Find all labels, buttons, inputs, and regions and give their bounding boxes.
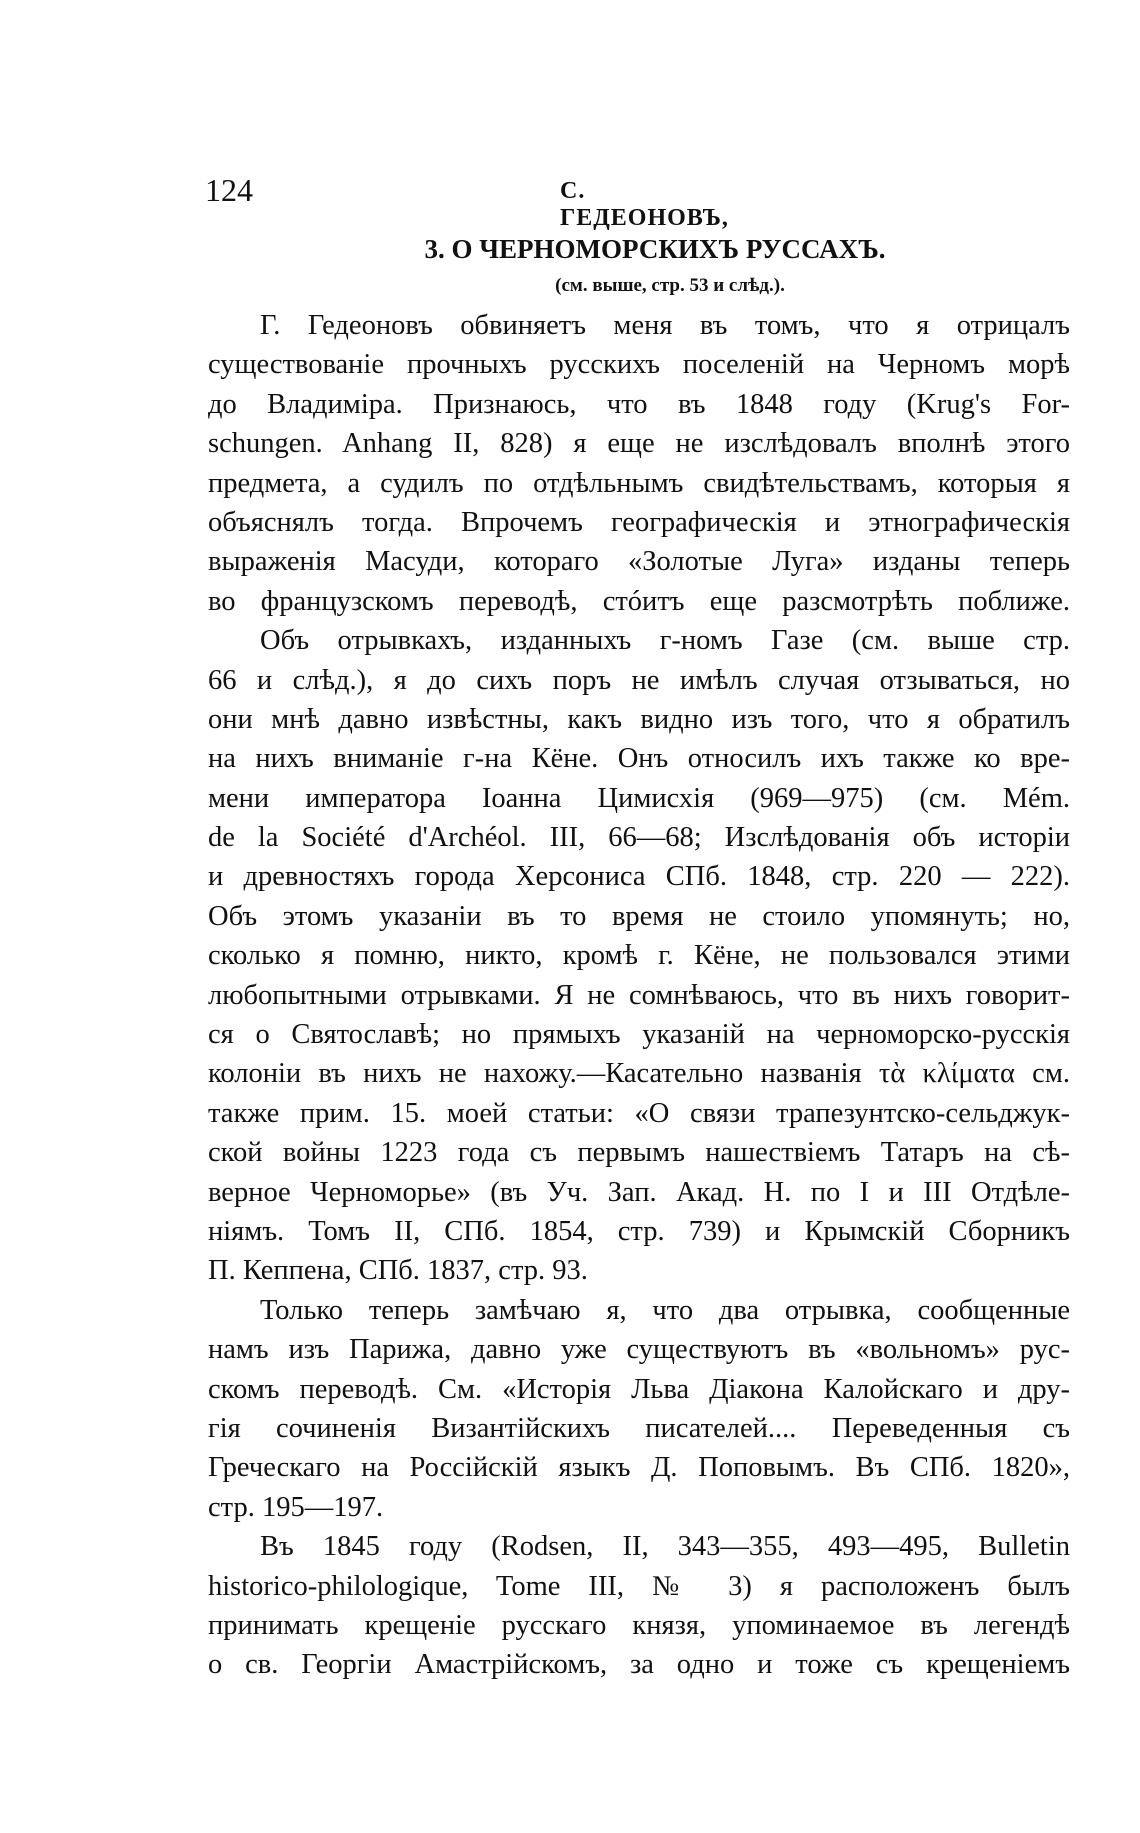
text-line: historico-philologique, Tome III, № 3) я расположенъ былъ (208, 1570, 1070, 1602)
section-note: (см. выше, стр. 53 и слѣд.). (555, 275, 785, 296)
text-line: Г. Гедеоновъ обвиняетъ меня въ томъ, что я отрицалъ (260, 310, 1070, 341)
text-line: Объ этомъ указаніи въ то время не стоило упомянуть; но, (208, 900, 1070, 932)
text-line: выраженія Масуди, котораго «Золотые Луга» изданы теперь (208, 546, 1070, 578)
text-line: колоніи въ нихъ не нахожу.—Касательно названія τὰ κλίματα см. (208, 1058, 1070, 1090)
text-line: de la Société d'Archéol. III, 66—68; Изслѣдованія объ исторіи (208, 822, 1070, 854)
text-line: ніямъ. Томъ II, СПб. 1854, стр. 739) и Крымскій Сборникъ (208, 1215, 1070, 1247)
text-line: предмета, а судилъ по отдѣльнымъ свидѣтельствамъ, которыя я (208, 467, 1070, 499)
text-line: сколько я помню, никто, кромѣ г. Кёне, не пользовался этими (208, 940, 1070, 972)
text-line: schungen. Anhang II, 828) я еще не изслѣдовалъ вполнѣ этого (208, 428, 1070, 460)
text-line: во французскомъ переводѣ, стóитъ еще разсмотрѣть поближе. (208, 585, 1070, 617)
page-number: 124 (205, 172, 253, 208)
text-line: объяснялъ тогда. Впрочемъ географическія и этнографическія (208, 506, 1070, 538)
text-line: принимать крещеніе русскаго князя, упоминаемое въ легендѣ (208, 1609, 1070, 1641)
text-line: стр. 195—197. (208, 1491, 384, 1523)
page-header (205, 172, 729, 231)
text-line: и древностяхъ города Херсониса СПб. 1848, стр. 220 — 222). (208, 861, 1070, 893)
text-line: 66 и слѣд.), я до сихъ поръ не имѣлъ случая отзываться, но (208, 664, 1070, 696)
body-text (208, 306, 1070, 1685)
text-line: также прим. 15. моей статьи: «О связи трапезунтско-сельджук- (208, 1097, 1070, 1129)
text-line: любопытными отрывками. Я не сомнѣваюсь, что въ нихъ говорит- (208, 979, 1070, 1011)
section-title: 3. О ЧЕРНОМОРСКИХЪ РУССАХЪ. (424, 234, 886, 264)
text-line: гія сочиненія Византійскихъ писателей.... Переведенныя съ (208, 1412, 1070, 1444)
text-line: о св. Георгіи Амастрійскомъ, за одно и тоже съ крещеніемъ (208, 1649, 1070, 1681)
text-line: намъ изъ Парижа, давно уже существуютъ въ «вольномъ» рус- (208, 1334, 1070, 1366)
text-line: существованіе прочныхъ русскихъ поселеній на Черномъ морѣ (208, 349, 1070, 381)
text-line: они мнѣ давно извѣстны, какъ видно изъ того, что я обратилъ (208, 703, 1070, 735)
text-line: ся о Святославѣ; но прямыхъ указаній на черноморско-русскія (208, 1019, 1070, 1051)
text-line: П. Кеппена, СПб. 1837, стр. 93. (208, 1255, 588, 1287)
text-line: на нихъ вниманіе г-на Кёне. Онъ относилъ ихъ также ко вре- (208, 743, 1070, 775)
text-line: верное Черноморье» (въ Уч. Зап. Акад. Н. по I и III Отдѣле- (208, 1176, 1070, 1208)
text-line: до Владиміра. Признаюсь, что въ 1848 году (Krug's For- (208, 388, 1070, 420)
text-line: Въ 1845 году (Rodsen, II, 343—355, 493—495, Bulletin (260, 1531, 1070, 1563)
text-line: ской войны 1223 года съ первымъ нашествіемъ Татаръ на сѣ- (208, 1137, 1070, 1169)
running-head: С. ГЕДЕОНОВЪ, (560, 178, 729, 231)
text-line: Только теперь замѣчаю я, что два отрывка, сообщенные (260, 1294, 1070, 1326)
text-line: Греческаго на Россійскій языкъ Д. Поповымъ. Въ СПб. 1820», (208, 1452, 1070, 1484)
text-line: Объ отрывкахъ, изданныхъ г-номъ Газе (см. выше стр. (260, 625, 1070, 657)
text-line: скомъ переводѣ. См. «Исторія Льва Діакона Калойскаго и дру- (208, 1373, 1070, 1405)
text-line: мени императора Іоанна Цимисхія (969—975) (см. Mém. (208, 782, 1070, 814)
